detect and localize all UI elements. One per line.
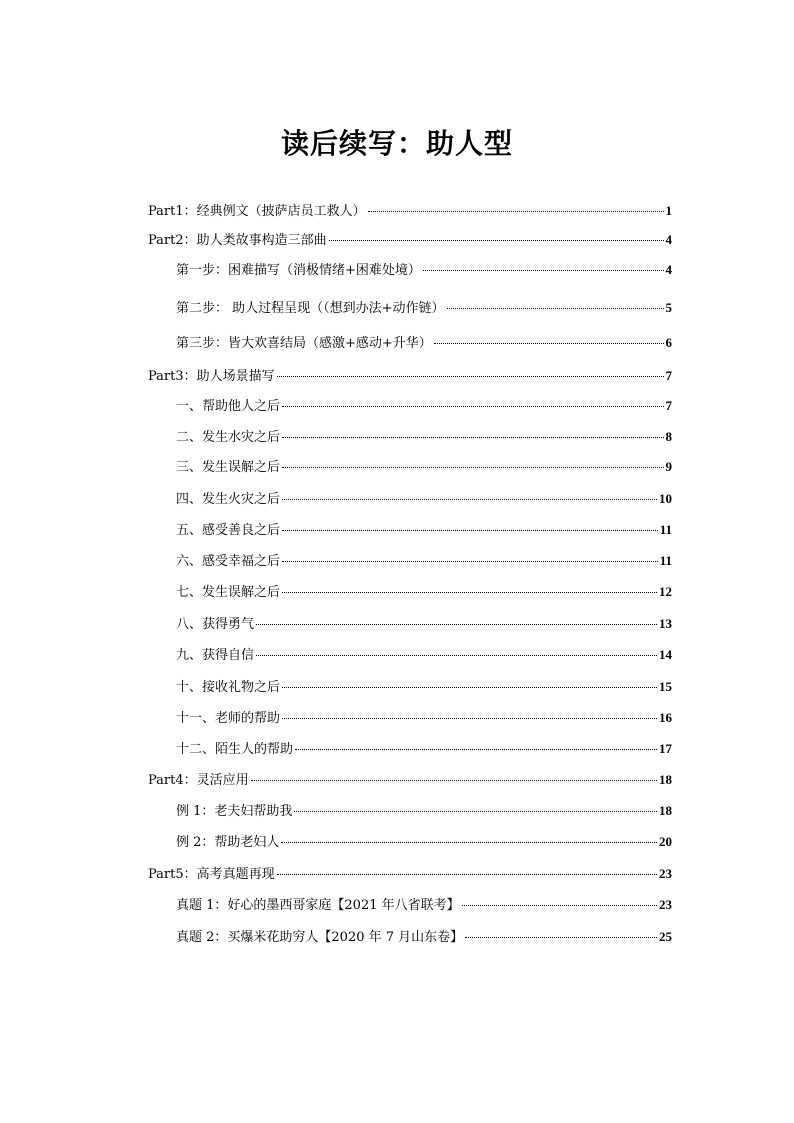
- document-title: 读后续写：助人型: [280, 127, 513, 160]
- toc-page-number: 6: [665, 335, 672, 350]
- toc-dot-leader: [282, 687, 657, 688]
- toc-page-number: 13: [659, 616, 672, 631]
- toc-entry-label: 十一、老师的帮助: [176, 711, 281, 726]
- toc-dot-leader: [281, 842, 657, 843]
- toc-dot-leader: [256, 624, 657, 625]
- toc-entry-label: Part1：经典例文（披萨店员工救人）: [148, 204, 366, 219]
- toc-entry[interactable]: [176, 520, 672, 540]
- toc-page-number: 1: [665, 203, 672, 218]
- toc-dot-leader: [282, 406, 663, 407]
- toc-entry[interactable]: [176, 739, 672, 759]
- toc-entry[interactable]: [148, 201, 672, 221]
- toc-dot-leader: [282, 467, 663, 468]
- toc-page-number: 11: [659, 522, 672, 537]
- toc-entry[interactable]: [176, 457, 672, 477]
- toc-entry-label: 第二步： 助人过程呈现（（想到办法+动作链）: [176, 301, 445, 316]
- toc-dot-leader: [277, 376, 664, 377]
- toc-entry[interactable]: [176, 645, 672, 665]
- toc-dot-leader: [295, 749, 657, 750]
- toc-entry-label: 三、发生误解之后: [176, 460, 281, 475]
- toc-entry-label: 十、接收礼物之后: [176, 680, 281, 695]
- toc-entry-label: 例 1：老夫妇帮助我: [176, 804, 293, 819]
- toc-entry-label: Part4：灵活应用: [148, 773, 249, 788]
- toc-entry[interactable]: [148, 864, 672, 884]
- toc-dot-leader: [434, 343, 664, 344]
- toc-entry[interactable]: [148, 366, 672, 386]
- toc-entry[interactable]: [176, 489, 672, 509]
- toc-dot-leader: [368, 211, 664, 212]
- toc-entry[interactable]: [176, 677, 672, 697]
- toc-dot-leader: [256, 655, 657, 656]
- toc-dot-leader: [447, 308, 664, 309]
- toc-entry[interactable]: [176, 260, 672, 280]
- toc-page-number: 12: [659, 584, 672, 599]
- toc-page-number: 10: [659, 491, 672, 506]
- toc-dot-leader: [282, 530, 658, 531]
- toc-page-number: 7: [665, 368, 672, 383]
- toc-dot-leader: [282, 561, 658, 562]
- toc-entry-label: 二、发生水灾之后: [176, 430, 281, 445]
- toc-page-number: 5: [665, 300, 672, 315]
- toc-entry-label: 七、发生误解之后: [176, 585, 281, 600]
- toc-dot-leader: [465, 937, 657, 938]
- toc-entry[interactable]: [176, 614, 672, 634]
- toc-dot-leader: [294, 811, 657, 812]
- toc-entry[interactable]: [176, 708, 672, 728]
- toc-page-number: 16: [659, 710, 672, 725]
- toc-dot-leader: [282, 499, 657, 500]
- toc-dot-leader: [423, 270, 664, 271]
- toc-page-number: 25: [659, 929, 672, 944]
- toc-entry-label: Part3：助人场景描写: [148, 369, 275, 384]
- toc-entry-label: Part5：高考真题再现: [148, 867, 275, 882]
- toc-entry-label: 例 2：帮助老妇人: [176, 835, 280, 850]
- toc-entry[interactable]: [176, 427, 672, 447]
- toc-page-number: 14: [659, 647, 672, 662]
- toc-dot-leader: [282, 718, 657, 719]
- toc-entry-label: 真题 1：好心的墨西哥家庭【2021 年八省联考】: [176, 898, 460, 913]
- toc-dot-leader: [277, 874, 657, 875]
- toc-page-number: 20: [659, 834, 672, 849]
- toc-page-number: 23: [659, 866, 672, 881]
- toc-entry[interactable]: [176, 895, 672, 915]
- toc-dot-leader: [329, 240, 664, 241]
- toc-entry[interactable]: [176, 832, 672, 852]
- toc-entry-label: 十二、陌生人的帮助: [176, 742, 294, 757]
- toc-entry[interactable]: [176, 396, 672, 416]
- toc-entry[interactable]: [176, 551, 672, 571]
- toc-page-number: 17: [659, 741, 672, 756]
- toc-entry-label: 六、感受幸福之后: [176, 554, 281, 569]
- toc-page-number: 4: [665, 262, 672, 277]
- toc-dot-leader: [251, 780, 657, 781]
- toc-page-number: 7: [665, 398, 672, 413]
- toc-entry-label: 第一步：困难描写（消极情绪+困难处境）: [176, 263, 421, 278]
- toc-entry-label: 第三步：皆大欢喜结局（感激+感动+升华）: [176, 336, 432, 351]
- toc-dot-leader: [282, 592, 657, 593]
- toc-page-number: 18: [659, 772, 672, 787]
- toc-entry-label: Part2：助人类故事构造三部曲: [148, 233, 327, 248]
- toc-page-number: 15: [659, 679, 672, 694]
- toc-entry[interactable]: [148, 770, 672, 790]
- toc-entry[interactable]: [176, 927, 672, 947]
- toc-entry[interactable]: [176, 801, 672, 821]
- toc-entry[interactable]: [176, 298, 672, 318]
- toc-page-number: 18: [659, 803, 672, 818]
- toc-page-number: 9: [665, 459, 672, 474]
- toc-entry-label: 五、感受善良之后: [176, 523, 281, 538]
- toc-dot-leader: [282, 437, 663, 438]
- toc-page-number: 11: [659, 553, 672, 568]
- toc-entry[interactable]: [176, 582, 672, 602]
- toc-entry-label: 八、获得勇气: [176, 617, 255, 632]
- toc-entry[interactable]: [176, 333, 672, 353]
- toc-page-number: 23: [659, 897, 672, 912]
- toc-entry[interactable]: [148, 230, 672, 250]
- toc-page-number: 8: [665, 429, 672, 444]
- toc-entry-label: 一、帮助他人之后: [176, 399, 281, 414]
- toc-entry-label: 四、发生火灾之后: [176, 492, 281, 507]
- toc-page-number: 4: [665, 232, 672, 247]
- toc-dot-leader: [462, 905, 657, 906]
- toc-entry-label: 真题 2：买爆米花助穷人【2020 年 7 月山东卷】: [176, 930, 464, 945]
- toc-entry-label: 九、获得自信: [176, 648, 255, 663]
